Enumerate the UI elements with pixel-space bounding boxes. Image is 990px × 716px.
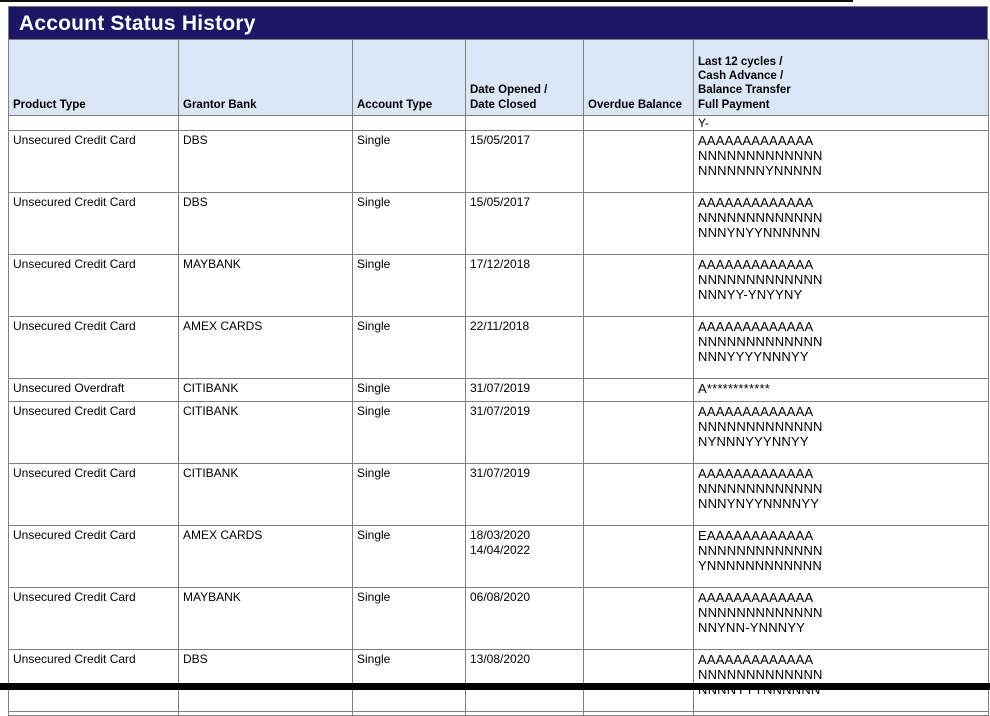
- cell-account-type: Single: [353, 255, 466, 317]
- empty-cell: [9, 116, 179, 131]
- table-row: [9, 526, 989, 588]
- empty-cell: [466, 116, 584, 131]
- column-header-account-type: Account Type: [353, 40, 466, 116]
- cell-product-type: Unsecured Credit Card: [9, 317, 179, 379]
- empty-cell: [179, 712, 353, 716]
- cell-dates: 22/11/2018: [466, 317, 584, 379]
- table-row: [9, 379, 989, 402]
- cell-overdue-balance: [584, 379, 694, 402]
- table-row: [9, 464, 989, 526]
- empty-cell: [179, 116, 353, 131]
- cell-product-type: Unsecured Credit Card: [9, 131, 179, 193]
- cycles-legend-value: Y-: [694, 116, 989, 131]
- cell-cycles: A************: [694, 379, 989, 402]
- cell-dates: 13/08/2020: [466, 650, 584, 712]
- cell-grantor-bank: DBS: [179, 193, 353, 255]
- cell-product-type: Unsecured Credit Card: [9, 526, 179, 588]
- table-row: [9, 650, 989, 712]
- header-row: [9, 40, 989, 116]
- cell-dates: 31/07/2019: [466, 464, 584, 526]
- cell-overdue-balance: [584, 193, 694, 255]
- cell-overdue-balance: [584, 317, 694, 379]
- account-status-history-report: [8, 6, 988, 716]
- section-title-bar: [8, 6, 988, 39]
- clipped-next-row: [9, 712, 989, 716]
- cell-account-type: Single: [353, 526, 466, 588]
- cell-grantor-bank: DBS: [179, 131, 353, 193]
- cell-cycles: AAAAAAAAAAAAA NNNNNNNNNNNNN NNNNNNNYNNNNN: [694, 131, 989, 193]
- table-row: [9, 588, 989, 650]
- cell-account-type: Single: [353, 193, 466, 255]
- cell-overdue-balance: [584, 131, 694, 193]
- cell-grantor-bank: CITIBANK: [179, 379, 353, 402]
- cell-cycles: AAAAAAAAAAAAA NNNNNNNNNNNNN NNNYY-YNYYNY: [694, 255, 989, 317]
- cell-account-type: Single: [353, 131, 466, 193]
- table-row: [9, 131, 989, 193]
- column-header-grantor-bank: Grantor Bank: [179, 40, 353, 116]
- cell-product-type: Unsecured Credit Card: [9, 402, 179, 464]
- table-row: [9, 317, 989, 379]
- empty-cell: [9, 712, 179, 716]
- table-row: [9, 255, 989, 317]
- cell-account-type: Single: [353, 317, 466, 379]
- cell-dates: 06/08/2020: [466, 588, 584, 650]
- cell-grantor-bank: AMEX CARDS: [179, 526, 353, 588]
- cell-product-type: Unsecured Credit Card: [9, 255, 179, 317]
- cell-dates: 15/05/2017: [466, 193, 584, 255]
- cell-grantor-bank: CITIBANK: [179, 464, 353, 526]
- table-body: [9, 116, 989, 716]
- table-row: [9, 193, 989, 255]
- cell-dates: 17/12/2018: [466, 255, 584, 317]
- cell-dates: 18/03/2020 14/04/2022: [466, 526, 584, 588]
- empty-cell: [466, 712, 584, 716]
- empty-cell: [353, 712, 466, 716]
- cell-account-type: Single: [353, 588, 466, 650]
- cell-grantor-bank: CITIBANK: [179, 402, 353, 464]
- cell-overdue-balance: [584, 464, 694, 526]
- cell-cycles: AAAAAAAAAAAAA NNNNNNNNNNNNN NNNYNYYNNNNNN: [694, 193, 989, 255]
- window-bottom-edge: [0, 683, 990, 690]
- cell-grantor-bank: MAYBANK: [179, 255, 353, 317]
- page-title: Account Status History: [19, 11, 256, 35]
- cell-account-type: Single: [353, 379, 466, 402]
- cell-product-type: Unsecured Credit Card: [9, 464, 179, 526]
- cell-cycles: AAAAAAAAAAAAA NNNNNNNNNNNNN NNNYYYYNNNYY: [694, 317, 989, 379]
- empty-cell: [584, 712, 694, 716]
- cell-account-type: Single: [353, 464, 466, 526]
- cell-cycles: EAAAAAAAAAAAA NNNNNNNNNNNNN YNNNNNNNNNNNN: [694, 526, 989, 588]
- cell-account-type: Single: [353, 650, 466, 712]
- cell-grantor-bank: MAYBANK: [179, 588, 353, 650]
- cell-overdue-balance: [584, 402, 694, 464]
- cell-cycles: AAAAAAAAAAAAA NNNNNNNNNNNNN NYNNNYYYNNYY: [694, 402, 989, 464]
- cell-grantor-bank: DBS: [179, 650, 353, 712]
- cell-overdue-balance: [584, 650, 694, 712]
- cell-overdue-balance: [584, 526, 694, 588]
- cell-grantor-bank: AMEX CARDS: [179, 317, 353, 379]
- cell-product-type: Unsecured Credit Card: [9, 193, 179, 255]
- empty-cell: [584, 116, 694, 131]
- cell-product-type: Unsecured Overdraft: [9, 379, 179, 402]
- cell-dates: 15/05/2017: [466, 131, 584, 193]
- column-header-overdue-balance: Overdue Balance: [584, 40, 694, 116]
- cell-dates: 31/07/2019: [466, 402, 584, 464]
- cell-product-type: Unsecured Credit Card: [9, 588, 179, 650]
- cell-product-type: Unsecured Credit Card: [9, 650, 179, 712]
- cell-cycles: AAAAAAAAAAAAA NNNNNNNNNNNNN: [694, 650, 989, 712]
- cell-cycles: AAAAAAAAAAAAA NNNNNNNNNNNNN NNNYNYYNNNNYY: [694, 464, 989, 526]
- window-top-edge: [0, 0, 853, 2]
- cell-cycles: AAAAAAAAAAAAA NNNNNNNNNNNNN NNYNN-YNNNYY: [694, 588, 989, 650]
- cell-overdue-balance: [584, 255, 694, 317]
- cell-dates: 31/07/2019: [466, 379, 584, 402]
- cell-overdue-balance: [584, 588, 694, 650]
- column-header-last-12-cycles: Last 12 cycles / Cash Advance / Balance Transfer Full Payment: [694, 40, 989, 116]
- column-header-product-type: Product Type: [9, 40, 179, 116]
- column-header-date-opened-closed: Date Opened / Date Closed: [466, 40, 584, 116]
- cell-account-type: Single: [353, 402, 466, 464]
- account-status-table: [8, 39, 989, 716]
- empty-cell: [694, 712, 989, 716]
- table-row: [9, 402, 989, 464]
- empty-cell: [353, 116, 466, 131]
- payment-legend-row: [9, 116, 989, 131]
